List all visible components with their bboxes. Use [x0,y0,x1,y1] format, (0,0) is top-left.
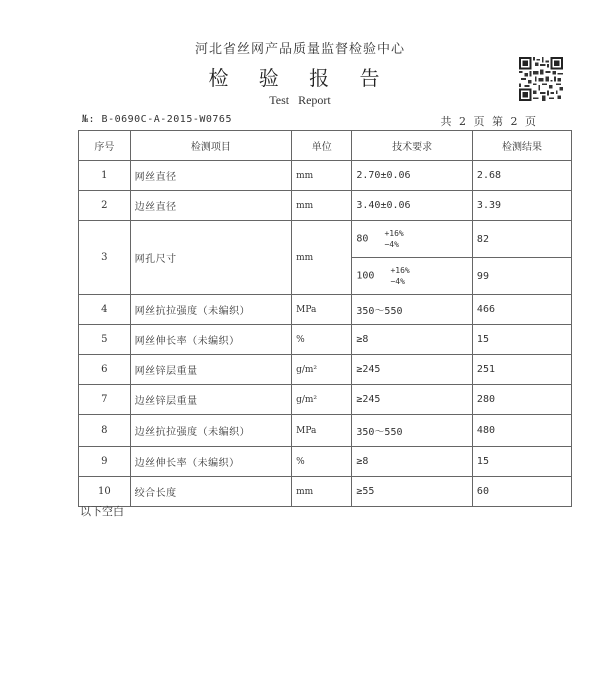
cell-result: 2.68 [472,161,571,191]
qr-code-icon [519,57,563,101]
cell-result: 99 [472,258,571,295]
cell-requirement: 350～550 [352,295,473,325]
organization-name: 河北省丝网产品质量监督检验中心 [194,42,405,57]
cell-seq: 6 [79,355,131,385]
cell-seq: 4 [79,295,131,325]
cell-unit: mm [292,161,352,191]
tolerance-plus: +16% [390,266,410,275]
tolerance-minus: −4% [390,277,405,286]
page-indicator: 共 2 页 第 2 页 [440,115,538,128]
table-row [79,355,572,385]
cell-seq: 3 [79,221,131,295]
test-results-table [78,130,572,507]
table-row [79,295,572,325]
column-header-item: 检测项目 [130,131,291,161]
cell-result: 251 [472,355,571,385]
table-row [79,385,572,415]
report-title-zh: 检 验 报 告 [208,66,392,90]
tolerance [384,228,403,250]
cell-requirement: ≥55 [352,477,473,507]
cell-requirement: 3.40±0.06 [352,191,473,221]
nominal-size: 100 [356,270,375,282]
cell-result: 480 [472,415,571,447]
cell-seq: 5 [79,325,131,355]
table-row [79,447,572,477]
table-row [79,325,572,355]
blank-below-note: 以下空白 [80,505,124,518]
cell-unit: MPa [292,415,352,447]
table-row [79,191,572,221]
cell-requirement: 350～550 [352,415,473,447]
cell-item: 边丝直径 [130,191,291,221]
cell-unit: g/m² [292,385,352,415]
cell-requirement: 2.70±0.06 [352,161,473,191]
column-header-unit: 单位 [292,131,352,161]
table-row [79,221,572,258]
cell-unit: mm [292,477,352,507]
cell-requirement: ≥245 [352,355,473,385]
cell-item: 网丝伸长率（未编织） [130,325,291,355]
column-header-requirement: 技术要求 [352,131,473,161]
cell-seq: 9 [79,447,131,477]
cell-unit: MPa [292,295,352,325]
cell-item: 边丝锌层重量 [130,385,291,415]
cell-requirement: ≥8 [352,447,473,477]
cell-requirement: ≥245 [352,385,473,415]
cell-requirement [352,258,473,295]
cell-unit: % [292,447,352,477]
cell-unit: mm [292,221,352,295]
nominal-size: 80 [356,233,369,245]
column-header-seq: 序号 [79,131,131,161]
cell-seq: 10 [79,477,131,507]
cell-unit: % [292,325,352,355]
table-row [79,477,572,507]
cell-item: 绞合长度 [130,477,291,507]
cell-item: 网丝抗拉强度（未编织） [130,295,291,325]
table-row [79,161,572,191]
cell-result: 15 [472,447,571,477]
cell-requirement [352,221,473,258]
tolerance [390,265,409,287]
cell-result: 60 [472,477,571,507]
cell-result: 466 [472,295,571,325]
report-number: №: B-0690C-A-2015-W0765 [82,114,232,125]
cell-unit: g/m² [292,355,352,385]
cell-result: 3.39 [472,191,571,221]
cell-requirement: ≥8 [352,325,473,355]
column-header-result: 检测结果 [472,131,571,161]
cell-item: 边丝伸长率（未编织） [130,447,291,477]
cell-seq: 2 [79,191,131,221]
tolerance-plus: +16% [384,229,404,238]
cell-unit: mm [292,191,352,221]
cell-result: 82 [472,221,571,258]
report-title-en: Test Report [269,93,331,107]
cell-item: 网孔尺寸 [130,221,291,295]
table-header-row [79,131,572,161]
cell-seq: 8 [79,415,131,447]
table-row [79,415,572,447]
cell-item: 网丝直径 [130,161,291,191]
cell-result: 280 [472,385,571,415]
cell-item: 网丝锌层重量 [130,355,291,385]
tolerance-minus: −4% [384,240,399,249]
cell-item: 边丝抗拉强度（未编织） [130,415,291,447]
cell-seq: 7 [79,385,131,415]
cell-seq: 1 [79,161,131,191]
cell-result: 15 [472,325,571,355]
